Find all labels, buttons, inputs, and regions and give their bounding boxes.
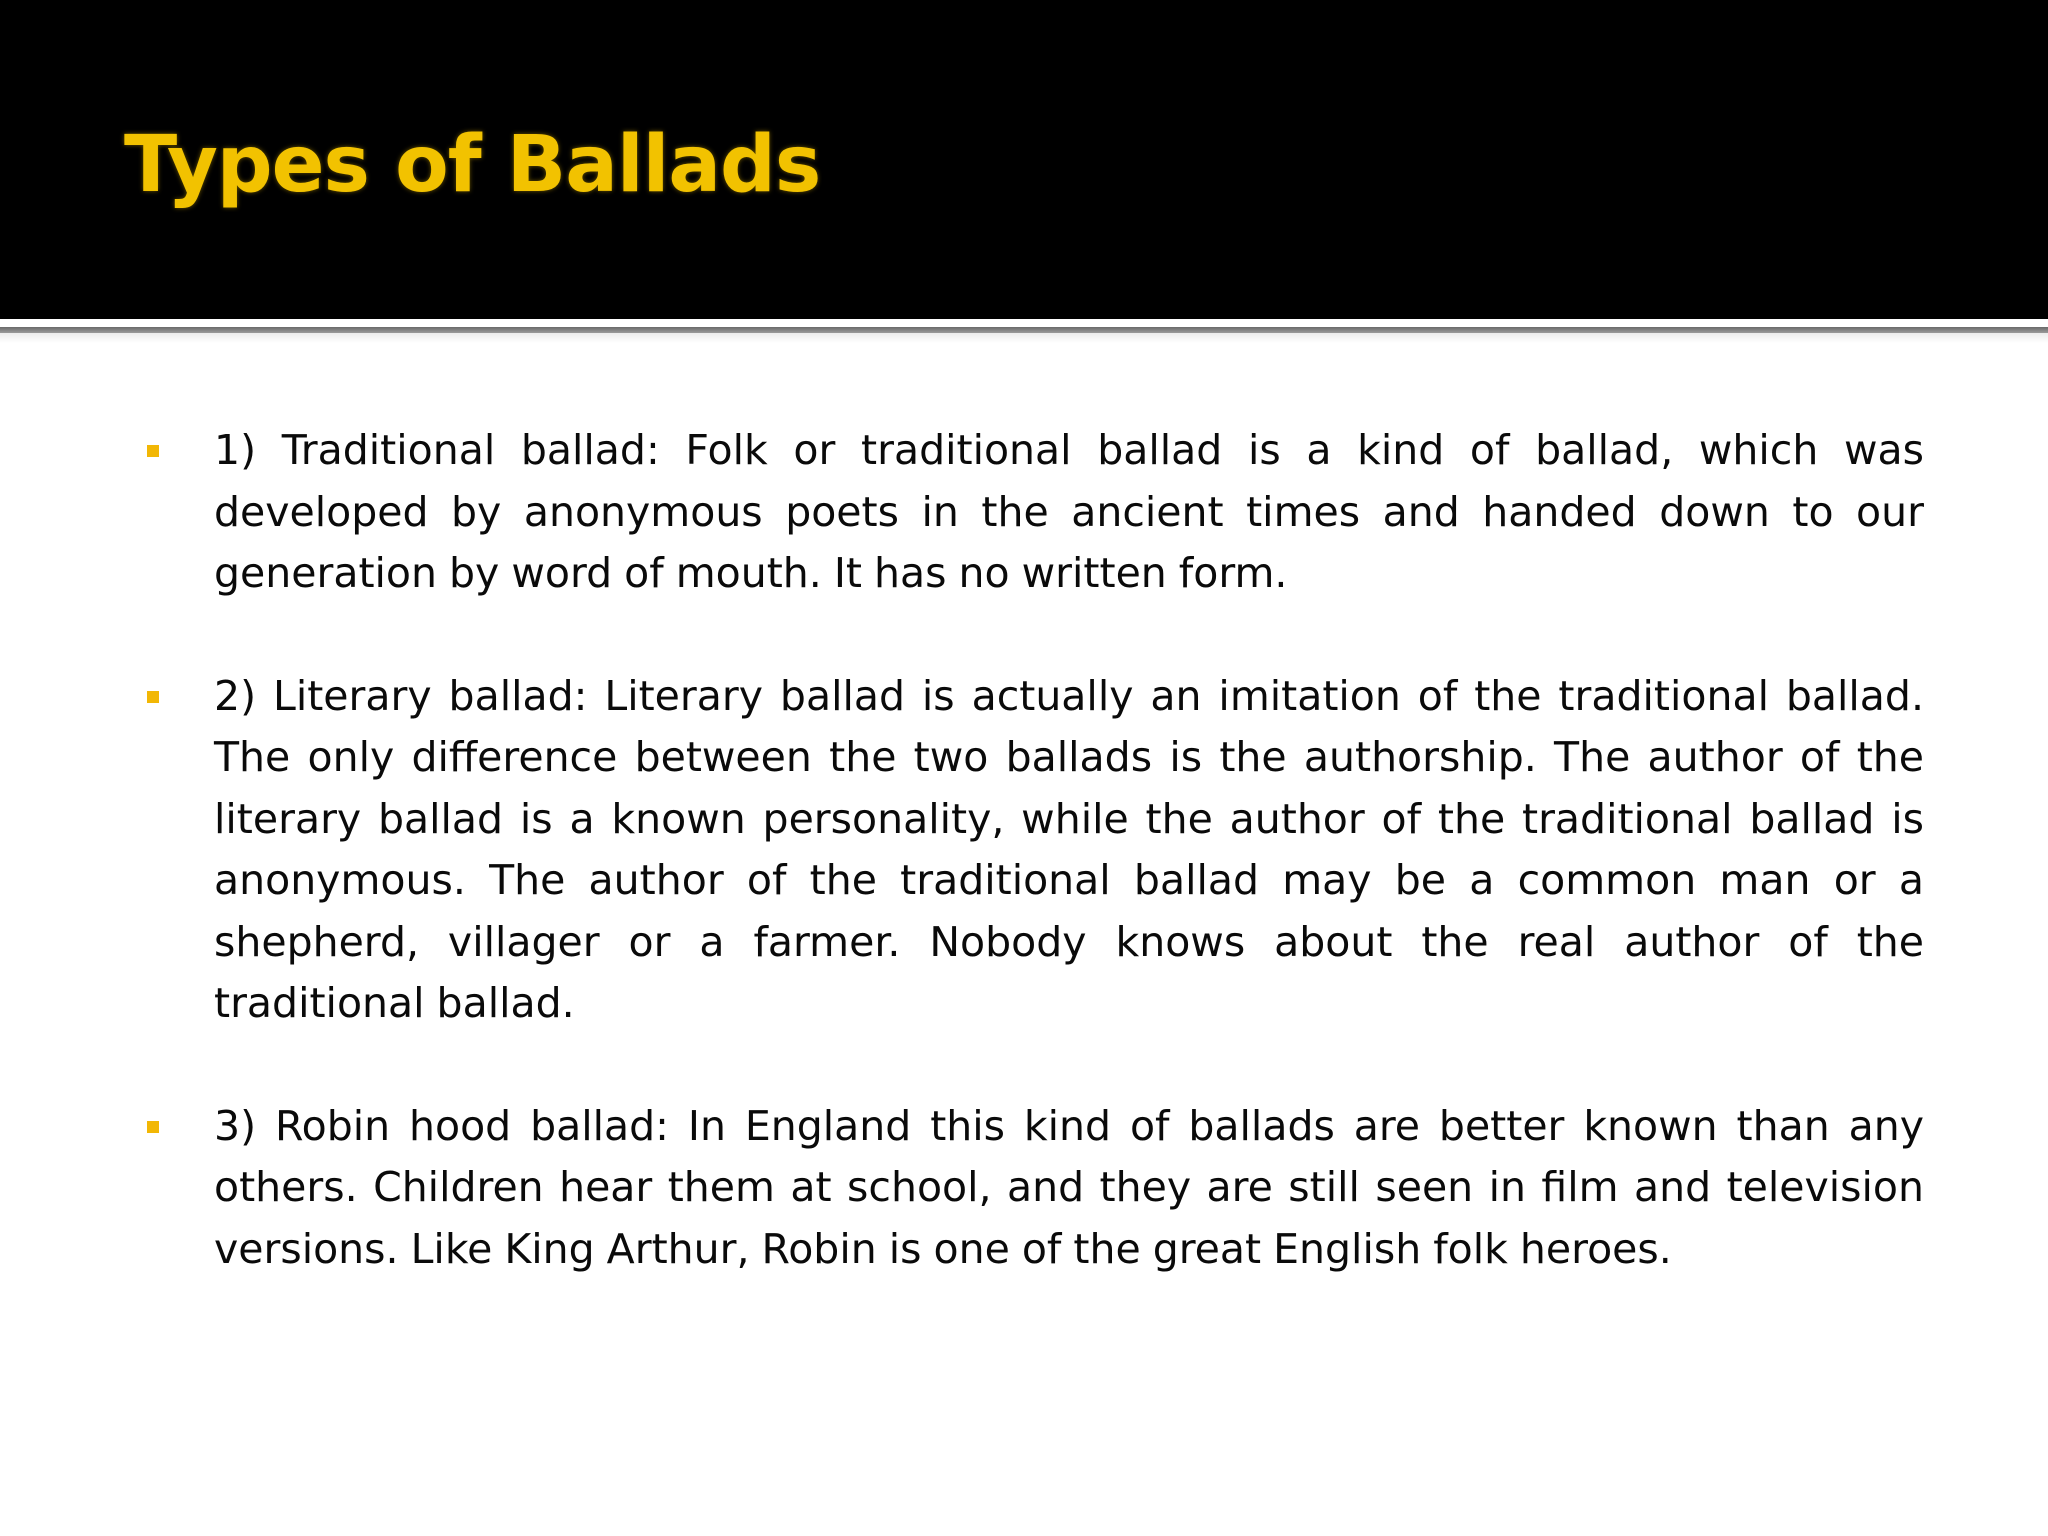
square-bullet-icon (147, 445, 159, 457)
bullet-item-robin-hood-ballad (214, 1096, 1924, 1281)
square-bullet-icon (147, 691, 159, 703)
bullet-text: 2) Literary ballad: Literary ballad is actually an imitation of the traditional ballad. The only difference between the two ballads is the authorship. The author of the literary ballad is a known personality, while the author of the traditional ballad is anonymous. The author of the traditional ballad may be a common man or a shepherd, villager or a farmer. Nobody knows about the real author of the traditional ballad. (214, 671, 1924, 1027)
bullet-item-literary-ballad (214, 666, 1924, 1035)
title-divider-shadow (0, 333, 2048, 343)
title-band (0, 0, 2048, 319)
slide-title: Types of Ballads (124, 120, 821, 210)
title-divider-highlight (0, 319, 2048, 327)
bullet-list (0, 420, 2048, 1280)
bullet-text: 1) Traditional ballad: Folk or traditional ballad is a kind of ballad, which was developed by anonymous poets in the ancient times and handed down to our generation by word of mouth. It has no written form. (214, 426, 1924, 597)
bullet-text: 3) Robin hood ballad: In England this kind of ballads are better known than any others. Children hear them at school, and they are still seen in film and television versions. Like King Arthur, Robin is one of the great English folk heroes. (214, 1101, 1924, 1273)
square-bullet-icon (147, 1121, 159, 1133)
bullet-item-traditional-ballad (214, 420, 1924, 605)
